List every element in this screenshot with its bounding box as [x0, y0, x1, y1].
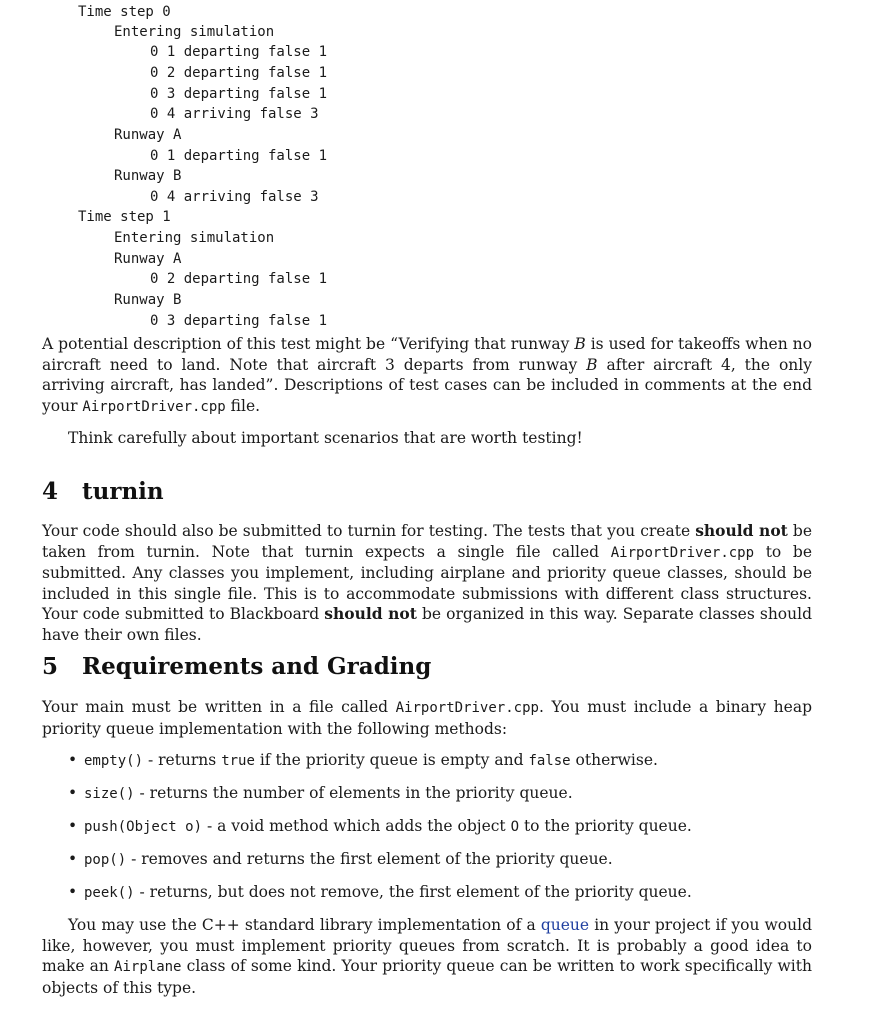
list-item	[42, 849, 812, 882]
text-span: be organized in this way. Separate classes should have their own files.	[42, 605, 813, 644]
trace-line: Runway B	[114, 168, 182, 184]
trace-line: 0 1 departing false 1	[150, 148, 328, 164]
text-span: to the priority queue.	[519, 817, 692, 835]
list-item	[42, 783, 812, 816]
filename-code: AirportDriver.cpp	[610, 544, 755, 561]
inline-code: Airplane	[114, 959, 182, 976]
text-span: is used for takeoffs when no aircraft need to land. Note that aircraft 3 departs from runway	[42, 335, 812, 374]
bold-text: should not	[695, 521, 788, 540]
math-var: B	[586, 355, 598, 374]
closing-paragraph	[42, 915, 812, 998]
text-span: - removes and returns the first element of the priority queue.	[126, 850, 613, 868]
inline-code: O	[510, 819, 520, 835]
trace-line: 0 2 departing false 1	[150, 271, 328, 287]
section-title: turnin	[82, 478, 164, 505]
bullet-icon: •	[68, 883, 78, 901]
queue-link[interactable]: queue	[540, 916, 590, 934]
trace-line: Time step 1	[78, 209, 171, 225]
trace-line: Runway B	[114, 292, 182, 308]
text-span: You may use the C++ standard library implementation of a	[68, 916, 541, 934]
trace-line: 0 4 arriving false 3	[150, 106, 319, 122]
inline-code: false	[528, 753, 571, 769]
text-span: file.	[225, 396, 261, 415]
filename-code: AirportDriver.cpp	[82, 398, 226, 415]
text-span: - a void method which adds the object	[202, 817, 511, 835]
test-description-paragraph	[42, 334, 812, 417]
method-code: push(Object o)	[84, 819, 203, 835]
method-list	[42, 750, 812, 915]
section-number: 5	[42, 653, 59, 680]
text-span: after aircraft 4, the only arriving aircraft, has landed”. Descriptions of test cases can be included in comments at the end your	[42, 355, 813, 415]
trace-line: Entering simulation	[114, 230, 275, 246]
trace-line: 0 3 departing false 1	[150, 86, 328, 102]
section-title: Requirements and Grading	[82, 653, 432, 680]
trace-line: Entering simulation	[114, 24, 275, 40]
text-span: Your code should also be submitted to turnin for testing. The tests that you create	[42, 522, 696, 540]
text-span: in your project if you would like, however, you must implement priority queues from scratch. It is probably a good idea to make an	[42, 916, 813, 976]
method-code: peek()	[84, 885, 135, 901]
section-5-intro	[42, 697, 812, 739]
bullet-icon: •	[68, 751, 78, 769]
method-code: pop()	[84, 852, 127, 868]
trace-line: Runway A	[114, 251, 182, 267]
bold-text: should not	[324, 604, 417, 624]
method-code: empty()	[84, 753, 144, 769]
trace-line: 0 1 departing false 1	[150, 44, 328, 60]
bullet-icon: •	[68, 784, 78, 802]
trace-line: 0 4 arriving false 3	[150, 189, 319, 205]
trace-line: Runway A	[114, 127, 182, 143]
text-span: otherwise.	[570, 751, 658, 769]
list-item	[42, 882, 812, 915]
text-span: if the priority queue is empty and	[254, 751, 529, 769]
section-4-paragraph	[42, 521, 812, 646]
list-item	[42, 750, 812, 783]
method-code: size()	[84, 786, 135, 802]
trace-line: 0 3 departing false 1	[150, 313, 328, 329]
text-span: - returns, but does not remove, the first element of the priority queue.	[134, 883, 692, 901]
text-span: class of some kind. Your priority queue can be written to work specifically with objects of this type.	[42, 957, 812, 997]
section-5-heading	[42, 653, 431, 680]
bullet-icon: •	[68, 817, 78, 835]
text-span: to be submitted. Any classes you implement, including airplane and priority queue classes, should be included in this single file. This is to accommodate submissions with different class structures. Your code submitted to Blackboard	[42, 542, 812, 624]
inline-code: true	[221, 753, 255, 769]
section-4-heading	[42, 478, 164, 505]
text-span: . You must include a binary heap priority queue implementation with the following methods:	[42, 698, 812, 738]
trace-line: Time step 0	[78, 4, 171, 20]
bullet-icon: •	[68, 850, 78, 868]
text-span: - returns the number of elements in the priority queue.	[134, 784, 573, 802]
text-span: be taken from turnin. Note that turnin expects a single file called	[42, 522, 812, 561]
list-item	[42, 816, 812, 849]
text-span: - returns	[143, 751, 222, 769]
math-var: B	[574, 335, 586, 353]
think-paragraph: Think carefully about important scenarios that are worth testing!	[68, 429, 583, 447]
trace-line: 0 2 departing false 1	[150, 65, 328, 81]
section-number: 4	[42, 478, 59, 505]
filename-code: AirportDriver.cpp	[395, 700, 539, 716]
text-span: Your main must be written in a file called	[42, 698, 396, 716]
text-span: A potential description of this test might be “Verifying that runway	[42, 335, 575, 353]
